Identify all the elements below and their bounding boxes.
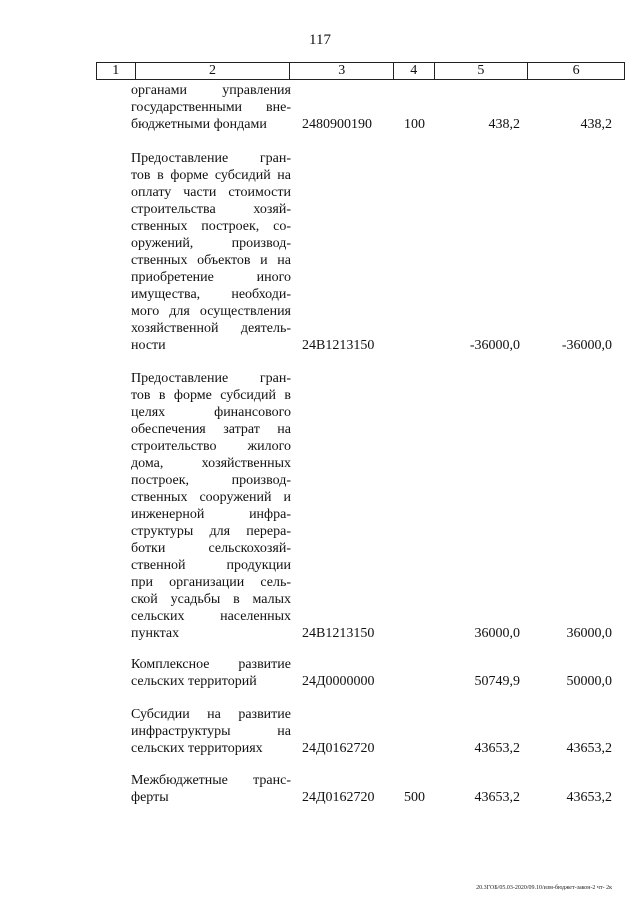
row-expense-type: 500 (404, 790, 425, 805)
table-row (0, 656, 640, 690)
description-line: строительства хозяй- (131, 202, 291, 217)
row-code: 24В1213150 (302, 626, 375, 641)
row-code: 2480900190 (302, 117, 372, 132)
row-code: 24Д0000000 (302, 674, 375, 689)
row-amount-col5: 50749,9 (474, 674, 520, 689)
column-header-6: 6 (528, 63, 625, 80)
description-line: сельских населенных (131, 609, 291, 624)
description-line: обеспечения затрат на (131, 422, 291, 437)
description-line: оплату части стоимости (131, 185, 291, 200)
description-line: ботки сельскохозяй- (131, 541, 291, 556)
row-description (131, 656, 291, 690)
description-line: ственных построек, со- (131, 219, 291, 234)
description-line: дома, хозяйственных (131, 456, 291, 471)
table-row (0, 706, 640, 757)
row-amount-col6: 438,2 (580, 117, 612, 132)
row-description (131, 82, 291, 133)
row-amount-col5: 36000,0 (474, 626, 520, 641)
description-line: государственными вне- (131, 100, 291, 115)
description-line: тов в форме субсидий на (131, 168, 291, 183)
table-row (0, 370, 640, 642)
row-description (131, 772, 291, 806)
row-code: 24Д0162720 (302, 741, 375, 756)
row-amount-col5: 438,2 (488, 117, 520, 132)
row-amount-col5: 43653,2 (474, 741, 520, 756)
row-code: 24Д0162720 (302, 790, 375, 805)
column-header-3: 3 (290, 63, 394, 80)
description-line: целях финансового (131, 405, 291, 420)
row-expense-type: 100 (404, 117, 425, 132)
row-amount-col6: 43653,2 (566, 741, 612, 756)
column-header-4: 4 (393, 63, 434, 80)
column-header-1: 1 (97, 63, 136, 80)
description-line: ности (131, 338, 166, 353)
description-line: инженерной инфра- (131, 507, 291, 522)
description-line: бюджетными фондами (131, 117, 267, 132)
description-line: при организации сель- (131, 575, 291, 590)
description-line: построек, производ- (131, 473, 291, 488)
description-line: ственных объектов и на (131, 253, 291, 268)
row-amount-col6: -36000,0 (561, 338, 612, 353)
description-line: пунктах (131, 626, 180, 641)
description-line: тов в форме субсидий в (131, 388, 291, 403)
description-line: органами управления (131, 83, 291, 98)
description-line: Предоставление гран- (131, 151, 291, 166)
description-line: строительство жилого (131, 439, 291, 454)
description-line: Межбюджетные транс- (131, 773, 291, 788)
description-line: имущества, необходи- (131, 287, 291, 302)
description-line: Комплексное развитие (131, 657, 291, 672)
column-header-5: 5 (434, 63, 528, 80)
page-number: 117 (309, 32, 331, 48)
description-line: Субсидии на развитие (131, 707, 291, 722)
description-line: мого для осуществления (131, 304, 291, 319)
row-description (131, 706, 291, 757)
description-line: структуры для перера- (131, 524, 291, 539)
description-line: ферты (131, 790, 169, 805)
description-line: хозяйственной деятель- (131, 321, 291, 336)
description-line: сельских территориях (131, 741, 263, 756)
row-description (131, 150, 291, 354)
row-description (131, 370, 291, 642)
table-row (0, 82, 640, 133)
description-line: приобретение иного (131, 270, 291, 285)
description-line: ственной продукции (131, 558, 291, 573)
description-line: оружений, производ- (131, 236, 291, 251)
row-amount-col6: 36000,0 (566, 626, 612, 641)
description-line: инфраструктуры на (131, 724, 291, 739)
row-code: 24В1213150 (302, 338, 375, 353)
description-line: сельских территорий (131, 674, 257, 689)
column-header-table (96, 62, 625, 80)
row-amount-col6: 50000,0 (566, 674, 612, 689)
document-footer: 20.3ГОБ/05.03-2020/09.10/изм-бюджет-закон-2 чт- 2к (476, 885, 612, 891)
table-row (0, 772, 640, 806)
description-line: Предоставление гран- (131, 371, 291, 386)
row-amount-col6: 43653,2 (566, 790, 612, 805)
description-line: ственных сооружений и (131, 490, 291, 505)
row-amount-col5: -36000,0 (469, 338, 520, 353)
column-header-2: 2 (135, 63, 290, 80)
table-row (0, 150, 640, 354)
row-amount-col5: 43653,2 (474, 790, 520, 805)
description-line: ской усадьбы в малых (131, 592, 291, 607)
